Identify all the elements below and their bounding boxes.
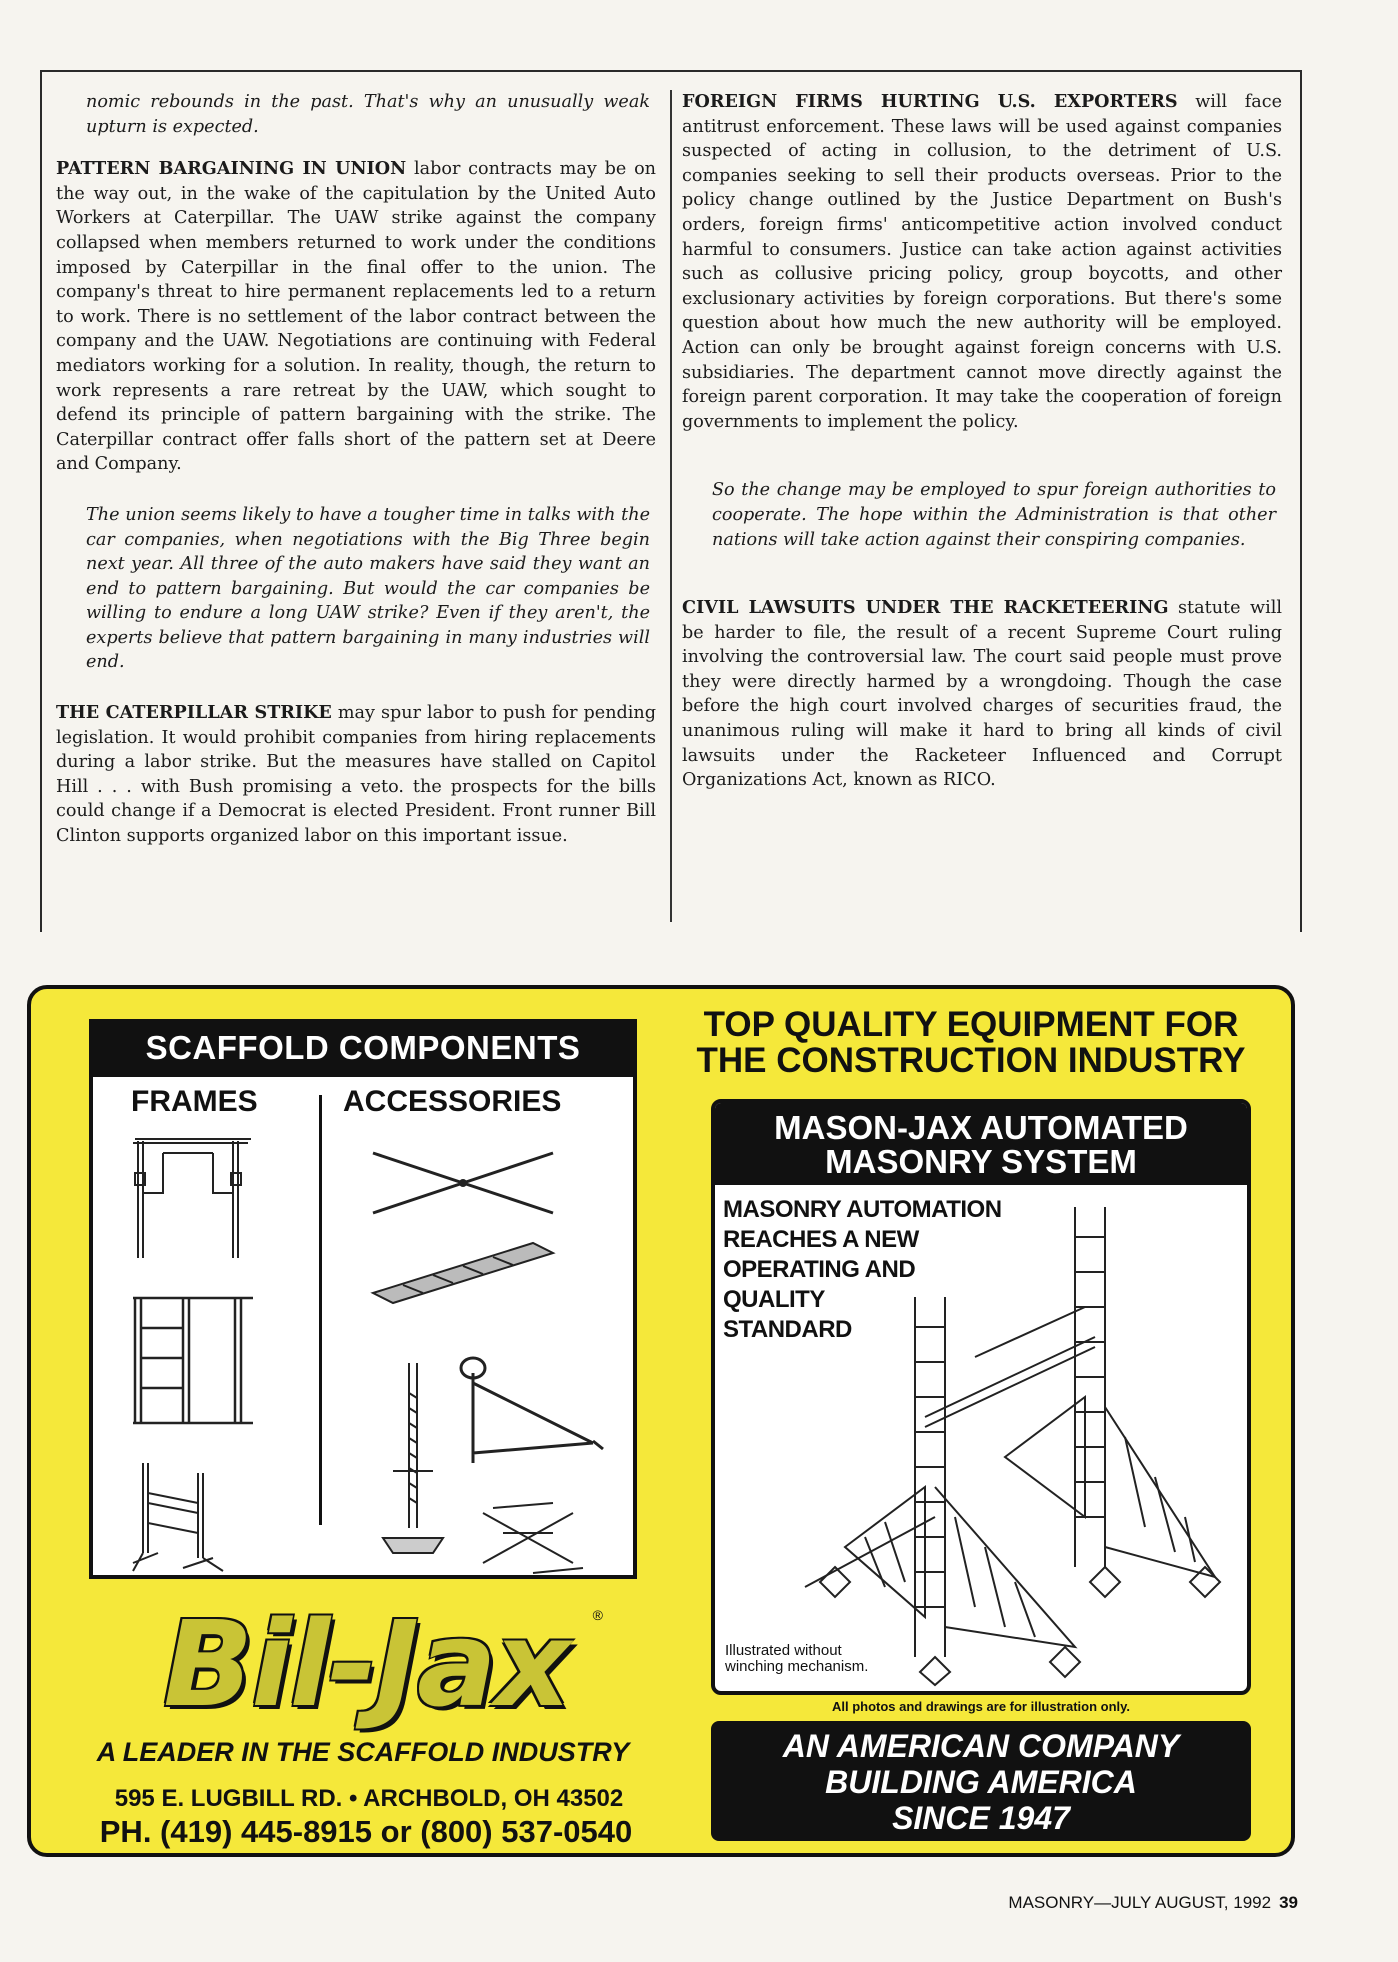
note-line: Illustrated without (725, 1642, 842, 1659)
article-paragraph (56, 701, 656, 849)
paragraph-body: nomic rebounds in the past. That's why an unusually weak upturn is expected. (86, 92, 650, 137)
slogan-line: SINCE 1947 (892, 1800, 1070, 1836)
plank-icon (363, 1233, 563, 1313)
mason-jax-title-line: MASON-JAX AUTOMATED (774, 1109, 1188, 1146)
logo-wordmark: Bil-Jax (163, 1595, 569, 1733)
paragraph-body: So the change may be employed to spur foreign authorities to cooperate. The hope within the Administration is that other nations will take action against their conspiring companies. (712, 480, 1276, 550)
page-number: 39 (1279, 1893, 1298, 1912)
scaffold-components-panel (89, 1019, 637, 1579)
frames-heading: FRAMES (131, 1085, 258, 1118)
mason-jax-panel (711, 1099, 1251, 1695)
copy-line: REACHES A NEW (723, 1226, 919, 1253)
address: 595 E. LUGBILL RD. • ARCHBOLD, OH 43502 (114, 1785, 624, 1812)
paragraph-lead: PATTERN BARGAINING IN UNION (56, 158, 407, 180)
ladder-frame-icon (123, 1293, 263, 1433)
mason-jax-title-line: MASONRY SYSTEM (825, 1143, 1137, 1180)
paragraph-body: The union seems likely to have a tougher time in talks with the car companies, when negotiations with the Big Three begin next year. All three of the auto makers have said they want an end to pattern bargaining. But would the car companies be willing to endure a long UAW strike? Even if they aren't, the experts believe that pattern bargaining in many industries will end. (86, 504, 650, 673)
headline-line: TOP QUALITY EQUIPMENT FOR (703, 1005, 1239, 1044)
slogan-line: AN AMERICAN COMPANY (782, 1728, 1180, 1764)
copy-line: MASONRY AUTOMATION (723, 1196, 1002, 1223)
components-divider (319, 1095, 322, 1525)
ad-headline (671, 1007, 1271, 1079)
article-paragraph (86, 503, 650, 675)
headline-line: THE CONSTRUCTION INDUSTRY (696, 1041, 1246, 1080)
mason-jax-title (715, 1103, 1247, 1185)
article-box (40, 70, 1302, 932)
article-left-column (56, 90, 656, 867)
article-paragraph (56, 157, 656, 477)
end-frame-icon (123, 1453, 263, 1583)
illustration-disclaimer: All photos and drawings are for illustration only. (831, 1699, 1131, 1714)
column-divider (670, 90, 672, 922)
illustration-note (725, 1643, 868, 1675)
screw-jack-icon (373, 1353, 453, 1573)
article-paragraph (682, 596, 1282, 793)
article-paragraph (712, 478, 1276, 552)
slogan-line: BUILDING AMERICA (825, 1764, 1137, 1800)
page-footer (1008, 1893, 1298, 1913)
paragraph-lead: THE CATERPILLAR STRIKE (56, 702, 332, 724)
note-line: winching mechanism. (725, 1658, 869, 1675)
walk-through-frame-icon (123, 1133, 263, 1263)
copy-line: OPERATING AND (723, 1256, 916, 1283)
paragraph-body: may spur labor to push for pending legislation. It would prohibit companies from hiring replacements during a labor strike. But the measures have stalled on Capitol Hill . . . with Bush promising a veto. the prospects for the bills could change if a Democrat is elected President. Front runner Bill Clinton supports organized labor on this important issue. (56, 703, 657, 847)
registered-mark: ® (592, 1607, 603, 1623)
side-bracket-icon (453, 1353, 613, 1473)
paragraph-body: statute will be harder to file, the result of a recent Supreme Court ruling involving the controversial law. The court said people must prove they were directly harmed by a wrongdoing. Though the case before the high court involved charges of securities fraud, the unanimous ruling will make it hard to bring all kinds of civil lawsuits under the Racketeer Influenced and Corrupt Organizations Act, known as RICO. (682, 598, 1282, 791)
copy-line: QUALITY (723, 1286, 825, 1313)
company-slogan (711, 1721, 1251, 1841)
paragraph-lead: FOREIGN FIRMS HURTING U.S. EXPORTERS (682, 91, 1178, 112)
bil-jax-advertisement (27, 985, 1295, 1857)
article-paragraph (682, 90, 1282, 434)
accessories-heading: ACCESSORIES (343, 1085, 562, 1118)
cross-brace-icon (363, 1143, 563, 1223)
paragraph-body: labor contracts may be on the way out, in the wake of the capitulation by the United Auto Workers at Caterpillar. The UAW strike against the company collapsed when members returned to work under the conditions imposed by Caterpillar in the final offer to the union. The company's threat to hire permanent replacements led to a return to work. There is no settlement of the labor contract between the company and the UAW. Negotiations are continuing with Federal mediators working for a solution. In reality, though, the return to work represents a rare retreat by the UAW, which sought to defend its principle of pattern bargaining with the strike. The Caterpillar contract offer falls short of the pattern set at Deere and Company. (56, 159, 656, 475)
paragraph-body: will face antitrust enforcement. These laws will be used against companies suspected of acting in collusion, to the detriment of U.S. companies seeking to sell their products overseas. Prior to the policy change outlined by the Justice Department on Bush's orders, foreign firms' anticompetitive action involved conduct harmful to consumers. Justice can take action against activities such as collusive pricing policy, group boycotts, and other exclusionary activities by foreign corporations. But there's some question about how much the new authority will be employed. Action can only be brought against foreign concerns with U.S. subsidiaries. The department cannot move directly against the foreign parent corporation. It may take the cooperation of foreign governments to implement the policy. (682, 92, 1282, 432)
bil-jax-logo (131, 1589, 601, 1739)
phone-numbers: PH. (419) 445-8915 or (800) 537-0540 (99, 1814, 633, 1849)
scaffold-components-title: SCAFFOLD COMPONENTS (89, 1019, 637, 1077)
caster-base-icon (473, 1493, 593, 1583)
paragraph-lead: CIVIL LAWSUITS UNDER THE RACKETEERING (682, 597, 1169, 619)
article-right-column (682, 90, 1282, 811)
copy-line: STANDARD (723, 1316, 852, 1343)
tagline: A LEADER IN THE SCAFFOLD INDUSTRY (96, 1737, 630, 1767)
article-paragraph (86, 90, 650, 139)
publication-credit: MASONRY—JULY AUGUST, 1992 (1008, 1893, 1272, 1912)
mason-jax-copy (723, 1195, 1013, 1345)
